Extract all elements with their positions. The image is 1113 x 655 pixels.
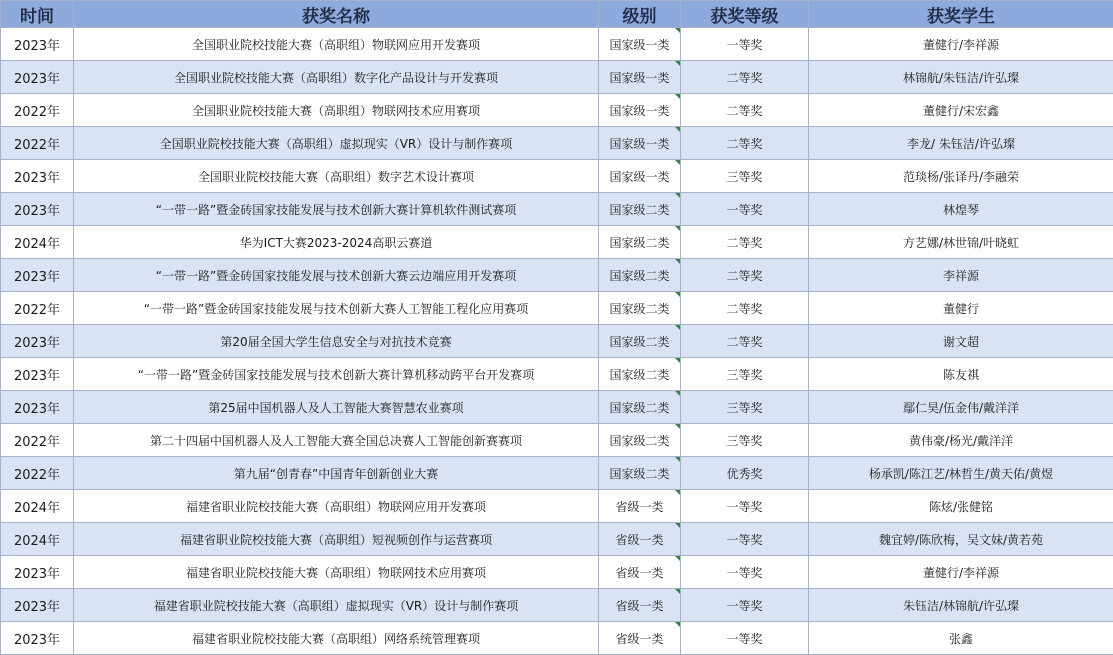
students-cell-text: 黄伟豪/杨光/戴洋洋	[909, 434, 1013, 448]
grade-cell	[681, 424, 809, 457]
students-cell-text: 谢文超	[943, 335, 979, 349]
students-cell-text: 林煌琴	[943, 203, 979, 217]
students-cell-text: 董健行/宋宏鑫	[923, 104, 999, 118]
students-cell-text: 董健行/李祥源	[923, 38, 999, 52]
students-cell-text: 方艺娜/林世锦/叶晓虹	[903, 236, 1019, 250]
cell-comment-marker	[675, 94, 680, 99]
level-cell	[599, 523, 681, 556]
students-cell	[809, 490, 1113, 523]
grade-cell-text: 三等奖	[726, 401, 762, 415]
time-cell-text: 2022年	[14, 138, 60, 153]
students-cell-text: 范琰杨/张译丹/李融荣	[903, 170, 1019, 184]
level-cell	[599, 61, 681, 94]
students-cell	[809, 61, 1113, 94]
time-cell	[1, 292, 74, 325]
level-cell	[599, 160, 681, 193]
level-cell-text: 国家级一类	[609, 137, 669, 151]
table-row	[1, 358, 1113, 391]
award-name-cell	[74, 94, 599, 127]
time-cell-text: 2023年	[14, 402, 60, 417]
grade-cell	[681, 358, 809, 391]
grade-cell	[681, 94, 809, 127]
cell-comment-marker	[675, 391, 680, 396]
header-grade: 获奖等级	[681, 1, 809, 28]
level-cell-text: 国家级一类	[609, 71, 669, 85]
grade-cell	[681, 622, 809, 655]
time-cell-text: 2023年	[14, 567, 60, 582]
table-row	[1, 391, 1113, 424]
level-cell-text: 国家级二类	[609, 203, 669, 217]
students-cell-text: 朱钰洁/林锦航/许弘璨	[903, 599, 1019, 613]
award-name-cell	[74, 292, 599, 325]
table-row	[1, 424, 1113, 457]
students-cell	[809, 523, 1113, 556]
level-cell-text: 国家级二类	[609, 335, 669, 349]
level-cell	[599, 589, 681, 622]
table-row	[1, 325, 1113, 358]
table-row	[1, 259, 1113, 292]
students-cell	[809, 28, 1113, 61]
table-row	[1, 28, 1113, 61]
level-cell	[599, 391, 681, 424]
level-cell-text: 省级一类	[615, 500, 663, 514]
table-row	[1, 127, 1113, 160]
time-cell-text: 2023年	[14, 600, 60, 615]
grade-cell	[681, 160, 809, 193]
students-cell	[809, 292, 1113, 325]
header-award-name: 获奖名称	[74, 1, 599, 28]
level-cell-text: 省级一类	[615, 566, 663, 580]
cell-comment-marker	[675, 556, 680, 561]
time-cell-text: 2022年	[14, 105, 60, 120]
header-time: 时间	[1, 1, 74, 28]
grade-cell-text: 三等奖	[726, 170, 762, 184]
grade-cell	[681, 457, 809, 490]
students-cell-text: 林锦航/朱钰洁/许弘璨	[903, 71, 1019, 85]
time-cell	[1, 457, 74, 490]
grade-cell	[681, 292, 809, 325]
award-name-cell	[74, 490, 599, 523]
grade-cell-text: 一等奖	[726, 566, 762, 580]
grade-cell	[681, 556, 809, 589]
award-name-cell	[74, 193, 599, 226]
students-cell	[809, 556, 1113, 589]
students-cell-text: 李祥源	[943, 269, 979, 283]
award-name-cell	[74, 160, 599, 193]
level-cell-text: 国家级一类	[609, 104, 669, 118]
level-cell	[599, 292, 681, 325]
grade-cell	[681, 325, 809, 358]
grade-cell-text: 二等奖	[726, 104, 762, 118]
cell-comment-marker	[675, 292, 680, 297]
cell-comment-marker	[675, 61, 680, 66]
level-cell	[599, 457, 681, 490]
cell-comment-marker	[675, 28, 680, 33]
award-name-cell	[74, 325, 599, 358]
time-cell	[1, 523, 74, 556]
award-name-cell	[74, 61, 599, 94]
level-cell-text: 省级一类	[615, 533, 663, 547]
award-name-cell-text: “一带一路”暨金砖国家技能发展与技术创新大赛人工智能工程化应用赛项	[144, 302, 528, 316]
level-cell	[599, 94, 681, 127]
level-cell-text: 国家级二类	[609, 269, 669, 283]
grade-cell-text: 一等奖	[726, 533, 762, 547]
grade-cell-text: 一等奖	[726, 632, 762, 646]
level-cell-text: 国家级二类	[609, 302, 669, 316]
table-row	[1, 622, 1113, 655]
grade-cell-text: 优秀奖	[726, 467, 762, 481]
table-body	[1, 28, 1113, 655]
grade-cell	[681, 127, 809, 160]
level-cell	[599, 28, 681, 61]
header-level: 级别	[599, 1, 681, 28]
time-cell-text: 2023年	[14, 369, 60, 384]
students-cell	[809, 226, 1113, 259]
award-name-cell	[74, 523, 599, 556]
students-cell	[809, 424, 1113, 457]
students-cell	[809, 193, 1113, 226]
header-students: 获奖学生	[809, 1, 1113, 28]
time-cell	[1, 424, 74, 457]
award-name-cell-text: 第二十四届中国机器人及人工智能大赛全国总决赛人工智能创新赛赛项	[150, 434, 522, 448]
cell-comment-marker	[675, 490, 680, 495]
time-cell-text: 2022年	[14, 435, 60, 450]
grade-cell	[681, 61, 809, 94]
table-row	[1, 490, 1113, 523]
time-cell	[1, 28, 74, 61]
students-cell	[809, 358, 1113, 391]
level-cell	[599, 358, 681, 391]
students-cell	[809, 622, 1113, 655]
award-name-cell-text: “一带一路”暨金砖国家技能发展与技术创新大赛云边端应用开发赛项	[156, 269, 516, 283]
award-name-cell-text: 福建省职业院校技能大赛（高职组）网络系统管理赛项	[192, 632, 480, 646]
award-name-cell-text: 福建省职业院校技能大赛（高职组）物联网技术应用赛项	[186, 566, 486, 580]
level-cell-text: 省级一类	[615, 599, 663, 613]
cell-comment-marker	[675, 424, 680, 429]
students-cell-text: 李龙/ 朱钰洁/许弘璨	[907, 137, 1015, 151]
time-cell	[1, 61, 74, 94]
level-cell-text: 国家级二类	[609, 368, 669, 382]
award-name-cell-text: 全国职业院校技能大赛（高职组）数字艺术设计赛项	[198, 170, 474, 184]
time-cell-text: 2023年	[14, 270, 60, 285]
award-name-cell-text: “一带一路”暨金砖国家技能发展与技术创新大赛计算机移动跨平台开发赛项	[138, 368, 534, 382]
award-name-cell	[74, 556, 599, 589]
students-cell-text: 杨承凯/陈江艺/林哲生/黄天佑/黄煜	[869, 467, 1053, 481]
grade-cell-text: 二等奖	[726, 302, 762, 316]
cell-comment-marker	[675, 259, 680, 264]
award-name-cell-text: “一带一路”暨金砖国家技能发展与技术创新大赛计算机软件测试赛项	[156, 203, 516, 217]
award-name-cell	[74, 457, 599, 490]
table-row	[1, 226, 1113, 259]
students-cell	[809, 391, 1113, 424]
level-cell-text: 国家级二类	[609, 467, 669, 481]
students-cell	[809, 589, 1113, 622]
table-row	[1, 457, 1113, 490]
students-cell-text: 董健行/李祥源	[923, 566, 999, 580]
level-cell	[599, 127, 681, 160]
students-cell	[809, 127, 1113, 160]
award-name-cell	[74, 424, 599, 457]
award-name-cell-text: 华为ICT大赛2023-2024高职云赛道	[240, 236, 433, 250]
time-cell-text: 2024年	[14, 501, 60, 516]
level-cell-text: 国家级二类	[609, 236, 669, 250]
grade-cell-text: 二等奖	[726, 269, 762, 283]
grade-cell-text: 三等奖	[726, 434, 762, 448]
grade-cell-text: 二等奖	[726, 335, 762, 349]
award-name-cell	[74, 589, 599, 622]
grade-cell	[681, 226, 809, 259]
award-name-cell	[74, 622, 599, 655]
grade-cell	[681, 391, 809, 424]
table-row	[1, 556, 1113, 589]
students-cell-text: 鄢仁昊/伍金伟/戴洋洋	[903, 401, 1019, 415]
award-name-cell	[74, 259, 599, 292]
cell-comment-marker	[675, 523, 680, 528]
cell-comment-marker	[675, 127, 680, 132]
table-row	[1, 160, 1113, 193]
cell-comment-marker	[675, 622, 680, 627]
students-cell	[809, 457, 1113, 490]
header-row	[1, 1, 1113, 28]
students-cell	[809, 259, 1113, 292]
students-cell	[809, 160, 1113, 193]
level-cell-text: 国家级一类	[609, 170, 669, 184]
award-name-cell-text: 第25届中国机器人及人工智能大赛智慧农业赛项	[208, 401, 463, 415]
level-cell	[599, 622, 681, 655]
level-cell-text: 国家级二类	[609, 401, 669, 415]
level-cell	[599, 556, 681, 589]
grade-cell-text: 二等奖	[726, 137, 762, 151]
cell-comment-marker	[675, 325, 680, 330]
time-cell-text: 2023年	[14, 336, 60, 351]
table-row	[1, 61, 1113, 94]
students-cell-text: 陈炫/张健铭	[929, 500, 993, 514]
time-cell-text: 2024年	[14, 237, 60, 252]
time-cell-text: 2023年	[14, 633, 60, 648]
grade-cell	[681, 490, 809, 523]
level-cell-text: 国家级二类	[609, 434, 669, 448]
cell-comment-marker	[675, 358, 680, 363]
award-name-cell-text: 第九届“创青春”中国青年创新创业大赛	[234, 467, 438, 481]
table-row	[1, 589, 1113, 622]
time-cell	[1, 94, 74, 127]
table-row	[1, 94, 1113, 127]
award-name-cell-text: 福建省职业院校技能大赛（高职组）虚拟现实（VR）设计与制作赛项	[154, 599, 519, 613]
level-cell-text: 省级一类	[615, 632, 663, 646]
cell-comment-marker	[675, 160, 680, 165]
award-name-cell	[74, 391, 599, 424]
students-cell-text: 张鑫	[949, 632, 973, 646]
students-cell-text: 陈友祺	[943, 368, 979, 382]
time-cell	[1, 358, 74, 391]
time-cell	[1, 622, 74, 655]
grade-cell	[681, 523, 809, 556]
award-name-cell-text: 福建省职业院校技能大赛（高职组）短视频创作与运营赛项	[180, 533, 492, 547]
table-row	[1, 193, 1113, 226]
time-cell-text: 2023年	[14, 72, 60, 87]
award-name-cell-text: 福建省职业院校技能大赛（高职组）物联网应用开发赛项	[186, 500, 486, 514]
grade-cell-text: 三等奖	[726, 368, 762, 382]
time-cell	[1, 193, 74, 226]
cell-comment-marker	[675, 226, 680, 231]
time-cell	[1, 391, 74, 424]
award-name-cell-text: 全国职业院校技能大赛（高职组）物联网应用开发赛项	[192, 38, 480, 52]
time-cell	[1, 325, 74, 358]
cell-comment-marker	[675, 193, 680, 198]
students-cell-text: 董健行	[943, 302, 979, 316]
time-cell	[1, 259, 74, 292]
award-name-cell	[74, 28, 599, 61]
award-name-cell-text: 全国职业院校技能大赛（高职组）虚拟现实（VR）设计与制作赛项	[160, 137, 513, 151]
level-cell	[599, 424, 681, 457]
time-cell	[1, 490, 74, 523]
grade-cell-text: 二等奖	[726, 236, 762, 250]
grade-cell-text: 一等奖	[726, 500, 762, 514]
cell-comment-marker	[675, 589, 680, 594]
students-cell	[809, 94, 1113, 127]
grade-cell-text: 一等奖	[726, 203, 762, 217]
award-name-cell-text: 第20届全国大学生信息安全与对抗技术竞赛	[220, 335, 451, 349]
level-cell	[599, 226, 681, 259]
time-cell	[1, 160, 74, 193]
level-cell	[599, 193, 681, 226]
award-name-cell	[74, 358, 599, 391]
grade-cell	[681, 28, 809, 61]
award-name-cell-text: 全国职业院校技能大赛（高职组）物联网技术应用赛项	[192, 104, 480, 118]
time-cell	[1, 556, 74, 589]
grade-cell	[681, 259, 809, 292]
award-name-cell	[74, 127, 599, 160]
time-cell-text: 2023年	[14, 39, 60, 54]
level-cell	[599, 325, 681, 358]
time-cell	[1, 127, 74, 160]
award-name-cell-text: 全国职业院校技能大赛（高职组）数字化产品设计与开发赛项	[174, 71, 498, 85]
cell-comment-marker	[675, 457, 680, 462]
students-cell	[809, 325, 1113, 358]
time-cell-text: 2023年	[14, 204, 60, 219]
grade-cell-text: 一等奖	[726, 599, 762, 613]
level-cell	[599, 259, 681, 292]
grade-cell	[681, 589, 809, 622]
time-cell	[1, 589, 74, 622]
time-cell	[1, 226, 74, 259]
time-cell-text: 2024年	[14, 534, 60, 549]
grade-cell	[681, 193, 809, 226]
table-row	[1, 523, 1113, 556]
level-cell	[599, 490, 681, 523]
level-cell-text: 国家级一类	[609, 38, 669, 52]
award-name-cell	[74, 226, 599, 259]
time-cell-text: 2022年	[14, 303, 60, 318]
time-cell-text: 2022年	[14, 468, 60, 483]
table-row	[1, 292, 1113, 325]
grade-cell-text: 一等奖	[726, 38, 762, 52]
grade-cell-text: 二等奖	[726, 71, 762, 85]
students-cell-text: 魏宜婷/陈欣梅，吴文妹/黄若苑	[879, 533, 1043, 547]
time-cell-text: 2023年	[14, 171, 60, 186]
